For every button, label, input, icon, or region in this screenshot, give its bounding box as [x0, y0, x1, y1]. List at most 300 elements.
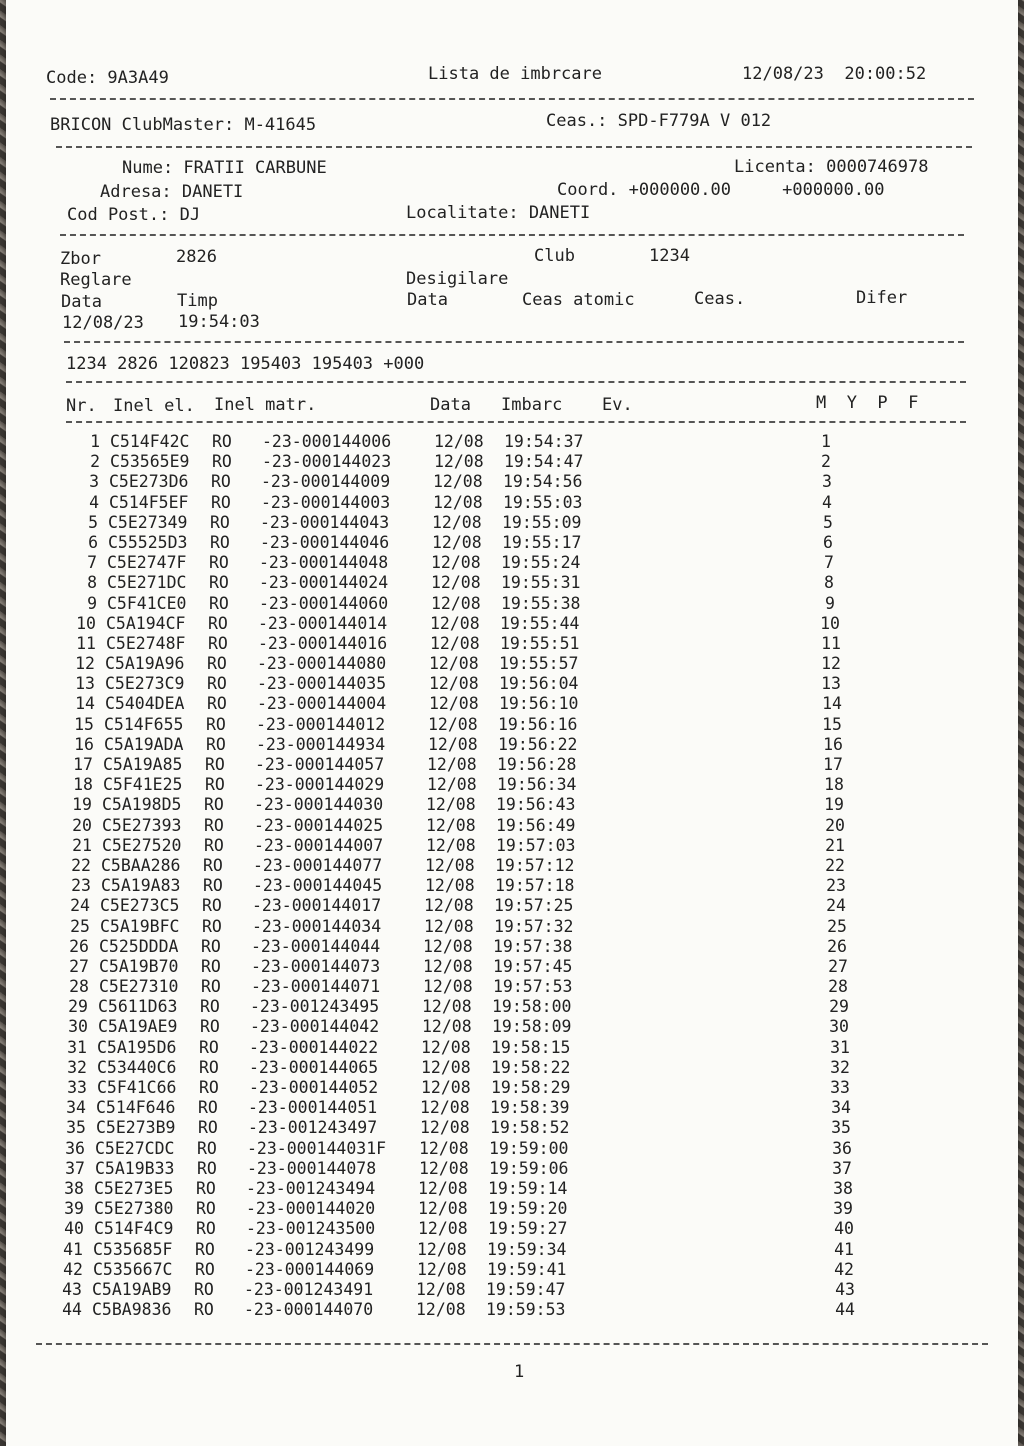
arrival-time: 19:56:10 [499, 694, 579, 714]
position-m: 36 [832, 1138, 852, 1158]
electronic-ring: C5E271DC [107, 573, 187, 593]
row-number: 31 [67, 1037, 87, 1057]
electronic-ring: C535685F [93, 1239, 173, 1259]
country-code: RO [195, 1259, 215, 1279]
arrival-time: 19:59:34 [487, 1239, 567, 1259]
electronic-ring: C5E273C9 [105, 674, 185, 694]
country-code: RO [207, 654, 227, 674]
registration-ring: -23-001243495 [250, 997, 380, 1017]
coordinates: Coord. +000000.00 +000000.00 [557, 180, 885, 200]
separator [66, 421, 966, 423]
row-number: 30 [68, 1017, 88, 1037]
arrival-date: 12/08 [430, 633, 480, 653]
country-code: RO [199, 1078, 219, 1097]
registration-ring: -23-000144016 [258, 633, 388, 653]
registration-ring: -23-000144023 [262, 452, 392, 472]
flight-number: 2826 [176, 247, 217, 267]
arrival-time: 19:57:45 [493, 956, 573, 976]
table-row [5, 493, 1017, 513]
table-row [0, 1300, 1000, 1320]
arrival-date: 12/08 [430, 613, 480, 633]
table-row [0, 1078, 1005, 1098]
country-code: RO [199, 1057, 219, 1077]
difference-label: Difer [856, 288, 908, 308]
table-row [0, 1098, 1004, 1118]
row-number: 1 [90, 432, 100, 451]
arrival-time: 19:57:18 [495, 876, 575, 896]
arrival-time: 19:56:34 [497, 775, 577, 795]
table-row [3, 594, 1015, 614]
table-row [3, 573, 1015, 593]
arrival-date: 12/08 [417, 1239, 467, 1259]
country-code: RO [194, 1300, 214, 1320]
position-m: 39 [833, 1199, 853, 1219]
position-m: 32 [830, 1057, 850, 1077]
electronic-ring: C5E27520 [102, 835, 182, 855]
row-number: 17 [73, 755, 93, 774]
arrival-date: 12/08 [423, 956, 473, 976]
table-row [0, 1199, 1002, 1219]
arrival-time: 19:55:51 [500, 633, 580, 653]
position-m: 34 [831, 1098, 851, 1118]
country-code: RO [207, 674, 227, 694]
separator [60, 234, 964, 236]
electronic-ring: C5F41CE0 [107, 593, 187, 613]
position-m: 37 [832, 1158, 852, 1178]
arrival-date: 12/08 [417, 1259, 467, 1279]
row-number: 9 [87, 593, 97, 613]
electronic-ring: C5611D63 [98, 997, 178, 1017]
row-number: 40 [64, 1219, 84, 1239]
table-row [2, 634, 1014, 654]
arrival-time: 19:58:22 [491, 1057, 571, 1077]
arrival-date: 12/08 [420, 1098, 470, 1118]
electronic-ring: C5404DEA [105, 694, 185, 714]
row-number: 35 [66, 1118, 86, 1138]
arrival-time: 19:58:29 [491, 1078, 571, 1097]
electronic-ring: C514F4C9 [94, 1219, 174, 1239]
arrival-time: 19:56:22 [498, 734, 578, 754]
country-code: RO [196, 1199, 216, 1219]
table-row [0, 997, 1006, 1017]
arrival-date: 12/08 [431, 593, 481, 613]
electronic-ring: C525DDDA [99, 936, 179, 956]
locality: Localitate: DANETI [406, 203, 591, 223]
registration-ring: -23-000144065 [249, 1057, 379, 1077]
club-number: 1234 [649, 246, 690, 266]
row-number: 19 [72, 795, 92, 815]
table-row [0, 1280, 1000, 1300]
table-row [0, 1219, 1002, 1239]
position-m: 20 [825, 815, 845, 835]
country-code: RO [212, 432, 232, 451]
arrival-date: 12/08 [427, 775, 477, 795]
table-row [0, 856, 1009, 876]
club-label: Club [534, 246, 575, 266]
registration-ring: -23-000144034 [252, 916, 382, 936]
registration-ring: -23-001243491 [244, 1279, 374, 1299]
column-inel-matr: Inel matr. [214, 395, 317, 415]
electronic-ring: C5A19A85 [103, 755, 183, 774]
arrival-time: 19:55:31 [501, 573, 581, 593]
position-m: 26 [827, 936, 847, 956]
arrival-time: 19:55:38 [501, 593, 581, 613]
country-code: RO [198, 1118, 218, 1138]
arrival-time: 19:59:00 [489, 1138, 569, 1158]
electronic-ring: C5F41C66 [97, 1078, 177, 1097]
electronic-ring: C5E273C5 [100, 896, 180, 916]
arrival-time: 19:55:24 [501, 553, 581, 573]
registration-ring: -23-000144051 [248, 1098, 378, 1118]
owner-name: Nume: FRATII CARBUNE [122, 158, 327, 178]
table-row [0, 977, 1007, 997]
arrival-time: 19:59:53 [486, 1300, 566, 1320]
row-number: 13 [75, 674, 95, 694]
table-row [4, 513, 1016, 533]
country-code: RO [201, 977, 221, 997]
separator [56, 146, 972, 148]
table-row [5, 472, 1017, 492]
arrival-time: 19:57:12 [495, 855, 575, 875]
row-number: 15 [74, 714, 94, 734]
registration-ring: -23-001243497 [248, 1118, 378, 1138]
country-code: RO [211, 472, 231, 492]
electronic-ring: C5A19BFC [100, 916, 180, 936]
position-m: 13 [821, 674, 841, 694]
position-m: 3 [822, 472, 832, 492]
arrival-time: 19:54:47 [504, 452, 584, 472]
row-number: 3 [89, 472, 99, 492]
arrival-date: 12/08 [431, 573, 481, 593]
electronic-ring: C5A198D5 [102, 795, 182, 815]
position-m: 25 [827, 916, 847, 936]
country-code: RO [212, 452, 232, 472]
registration-ring: -23-000144042 [250, 1017, 380, 1037]
position-m: 43 [835, 1279, 855, 1299]
country-code: RO [209, 573, 229, 593]
table-row [0, 1260, 1001, 1280]
separator [66, 381, 966, 383]
position-m: 19 [824, 795, 844, 815]
electronic-ring: C514F655 [104, 714, 184, 734]
arrival-date: 12/08 [434, 452, 484, 472]
row-number: 7 [87, 553, 97, 573]
arrival-date: 12/08 [425, 876, 475, 896]
position-m: 4 [822, 492, 832, 512]
arrival-time: 19:59:14 [488, 1178, 568, 1198]
arrival-time: 19:55:57 [499, 654, 579, 674]
position-m: 16 [823, 734, 843, 754]
arrival-time: 19:57:32 [494, 916, 574, 936]
registration-ring: -23-000144080 [257, 654, 387, 674]
registration-ring: -23-001243499 [245, 1239, 375, 1259]
row-number: 33 [67, 1078, 87, 1097]
registration-ring: -23-000144045 [253, 876, 383, 896]
arrival-time: 19:56:04 [499, 674, 579, 694]
country-code: RO [201, 956, 221, 976]
country-code: RO [196, 1178, 216, 1198]
registration-ring: -23-000144014 [258, 613, 388, 633]
arrival-date: 12/08 [419, 1138, 469, 1158]
country-code: RO [209, 593, 229, 613]
table-row [3, 553, 1015, 573]
arrival-date: 12/08 [419, 1158, 469, 1178]
country-code: RO [209, 553, 229, 573]
table-row [0, 876, 1009, 896]
row-number: 8 [87, 573, 97, 593]
arrival-time: 19:58:15 [491, 1037, 571, 1057]
position-m: 9 [825, 593, 835, 613]
table-row [0, 917, 1008, 937]
electronic-ring: C5A19AB9 [92, 1279, 172, 1299]
table-row [6, 452, 1018, 472]
column-myp: M Y P F [816, 393, 919, 413]
position-m: 33 [830, 1078, 850, 1097]
registration-ring: -23-000144070 [244, 1300, 374, 1320]
electronic-ring: C5A19A83 [101, 876, 181, 896]
arrival-time: 19:58:09 [492, 1017, 572, 1037]
row-number: 21 [72, 835, 92, 855]
row-number: 36 [65, 1138, 85, 1158]
country-code: RO [204, 795, 224, 815]
registration-ring: -23-000144077 [253, 855, 383, 875]
registration-ring: -23-000144006 [262, 432, 392, 451]
electronic-ring: C5E2748F [106, 633, 186, 653]
device-label: BRICON ClubMaster: M-41645 [50, 115, 317, 135]
arrival-time: 19:56:43 [496, 795, 576, 815]
arrival-date: 12/08 [418, 1219, 468, 1239]
arrival-date: 12/08 [432, 512, 482, 532]
arrival-date: 12/08 [418, 1178, 468, 1198]
row-number: 38 [64, 1178, 84, 1198]
table-row [0, 937, 1007, 957]
arrival-date: 12/08 [422, 1017, 472, 1037]
arrival-date: 12/08 [416, 1279, 466, 1299]
page-number: 1 [514, 1362, 525, 1382]
registration-ring: -23-000144060 [259, 593, 389, 613]
arrival-time: 19:56:16 [498, 714, 578, 734]
registration-ring: -23-000144048 [259, 553, 389, 573]
electronic-ring: C53440C6 [97, 1057, 177, 1077]
electronic-ring: C514F5EF [109, 492, 189, 512]
registration-ring: -23-001243494 [246, 1178, 376, 1198]
row-number: 5 [88, 512, 98, 532]
position-m: 21 [825, 835, 845, 855]
arrival-date: 12/08 [433, 472, 483, 492]
data-label: Data [407, 290, 448, 310]
table-row [0, 836, 1010, 856]
registration-ring: -23-000144022 [249, 1037, 379, 1057]
row-number: 25 [70, 916, 90, 936]
arrival-time: 19:54:56 [503, 472, 583, 492]
electronic-ring: C55525D3 [108, 532, 188, 552]
country-code: RO [203, 855, 223, 875]
position-m: 11 [821, 633, 841, 653]
registration-ring: -23-000144025 [254, 815, 384, 835]
country-code: RO [197, 1158, 217, 1178]
flight-label: Zbor [60, 249, 101, 269]
table-row [0, 1179, 1002, 1199]
row-number: 4 [89, 492, 99, 512]
country-code: RO [205, 755, 225, 774]
arrival-time: 19:57:03 [496, 835, 576, 855]
position-m: 24 [826, 896, 846, 916]
electronic-ring: C5A19A96 [105, 654, 185, 674]
row-number: 14 [75, 694, 95, 714]
position-m: 40 [834, 1219, 854, 1239]
registration-ring: -23-000144934 [256, 734, 386, 754]
position-m: 27 [828, 956, 848, 976]
registration-ring: -23-000144035 [257, 674, 387, 694]
arrival-time: 19:58:39 [490, 1098, 570, 1118]
clock-label: Ceas.: SPD-F779A V 012 [546, 111, 772, 131]
table-row [0, 1118, 1004, 1138]
arrival-date: 12/08 [423, 977, 473, 997]
column-inel-el: Inel el. [113, 396, 195, 416]
registration-ring: -23-000144024 [259, 573, 389, 593]
atomic-clock-label: Ceas atomic [522, 290, 635, 310]
electronic-ring: C535667C [93, 1259, 173, 1279]
position-m: 5 [823, 512, 833, 532]
country-code: RO [206, 714, 226, 734]
arrival-date: 12/08 [423, 936, 473, 956]
table-row [0, 896, 1008, 916]
row-number: 44 [62, 1300, 82, 1320]
registration-ring: -23-000144029 [255, 775, 385, 795]
position-m: 6 [823, 532, 833, 552]
registration-ring: -23-000144031F [247, 1138, 387, 1158]
arrival-time: 19:57:53 [493, 977, 573, 997]
electronic-ring: C5A19B33 [95, 1158, 175, 1178]
country-code: RO [203, 876, 223, 896]
position-m: 22 [825, 855, 845, 875]
position-m: 14 [822, 694, 842, 714]
column-imbarc: Imbarc [501, 395, 563, 415]
registration-ring: -23-000144078 [247, 1158, 377, 1178]
row-number: 34 [66, 1098, 86, 1118]
timp-label: Timp [177, 291, 218, 311]
position-m: 12 [821, 654, 841, 674]
arrival-date: 12/08 [429, 654, 479, 674]
arrival-date: 12/08 [420, 1118, 470, 1138]
position-m: 30 [829, 1017, 849, 1037]
arrival-date: 12/08 [421, 1037, 471, 1057]
registration-ring: -23-000144052 [249, 1078, 379, 1097]
row-number: 22 [71, 855, 91, 875]
registration-ring: -23-000144020 [246, 1199, 376, 1219]
row-number: 10 [76, 613, 96, 633]
row-number: 6 [88, 532, 98, 552]
row-number: 28 [69, 977, 89, 997]
row-number: 29 [68, 997, 88, 1017]
registration-ring: -23-000144073 [251, 956, 381, 976]
position-m: 2 [821, 452, 831, 472]
country-code: RO [207, 694, 227, 714]
registration-ring: -23-000144004 [257, 694, 387, 714]
electronic-ring: C5E27349 [108, 512, 188, 532]
row-number: 24 [70, 896, 90, 916]
arrival-time: 19:59:47 [486, 1279, 566, 1299]
arrival-time: 19:58:00 [492, 997, 572, 1017]
electronic-ring: C5E273D6 [109, 472, 189, 492]
row-number: 18 [73, 775, 93, 795]
row-number: 32 [67, 1057, 87, 1077]
arrival-date: 12/08 [429, 674, 479, 694]
electronic-ring: C514F646 [96, 1098, 176, 1118]
table-row [0, 755, 1011, 775]
table-row [0, 795, 1010, 815]
country-code: RO [200, 1017, 220, 1037]
country-code: RO [208, 613, 228, 633]
reglare-date: 12/08/23 [62, 313, 144, 333]
position-m: 10 [820, 613, 840, 633]
row-number: 23 [71, 876, 91, 896]
clock-column-label: Ceas. [694, 289, 746, 309]
position-m: 41 [834, 1239, 854, 1259]
registration-ring: -23-001243500 [246, 1219, 376, 1239]
registration-ring: -23-000144017 [252, 896, 382, 916]
arrival-date: 12/08 [427, 755, 477, 774]
license-number: Licenta: 0000746978 [734, 157, 929, 177]
electronic-ring: C5E273E5 [94, 1178, 174, 1198]
arrival-date: 12/08 [431, 553, 481, 573]
country-code: RO [204, 815, 224, 835]
country-code: RO [210, 512, 230, 532]
registration-ring: -23-000144043 [260, 512, 390, 532]
electronic-ring: C5E2747F [107, 553, 187, 573]
registration-ring: -23-000144071 [251, 977, 381, 997]
arrival-date: 12/08 [421, 1057, 471, 1077]
registration-ring: -23-000144057 [255, 755, 385, 774]
country-code: RO [204, 835, 224, 855]
table-row [0, 1159, 1003, 1179]
table-row [0, 715, 1012, 735]
row-number: 12 [75, 654, 95, 674]
arrival-time: 19:55:44 [500, 613, 580, 633]
registration-ring: -23-000144012 [256, 714, 386, 734]
table-row [0, 1139, 1003, 1159]
position-m: 29 [829, 997, 849, 1017]
data-label: Data [61, 292, 102, 312]
position-m: 31 [830, 1037, 850, 1057]
arrival-date: 12/08 [426, 795, 476, 815]
registration-ring: -23-000144069 [245, 1259, 375, 1279]
position-m: 44 [835, 1300, 855, 1320]
country-code: RO [205, 775, 225, 795]
arrival-time: 19:55:17 [502, 532, 582, 552]
country-code: RO [201, 936, 221, 956]
country-code: RO [202, 896, 222, 916]
country-code: RO [208, 633, 228, 653]
arrival-date: 12/08 [426, 815, 476, 835]
print-datetime: 12/08/23 20:00:52 [742, 64, 927, 84]
column-data: Data [430, 395, 471, 415]
arrival-time: 19:55:03 [503, 492, 583, 512]
arrival-date: 12/08 [418, 1199, 468, 1219]
arrival-time: 19:59:27 [488, 1219, 568, 1239]
registration-ring: -23-000144046 [260, 532, 390, 552]
electronic-ring: C53565E9 [110, 452, 190, 472]
owner-address: Adresa: DANETI [100, 182, 244, 202]
arrival-date: 12/08 [425, 855, 475, 875]
arrival-time: 19:59:20 [488, 1199, 568, 1219]
country-code: RO [206, 734, 226, 754]
table-row [0, 957, 1007, 977]
table-row [1, 694, 1013, 714]
table-row [0, 775, 1011, 795]
row-number: 26 [69, 936, 89, 956]
code-label: Code: 9A3A49 [46, 68, 169, 88]
